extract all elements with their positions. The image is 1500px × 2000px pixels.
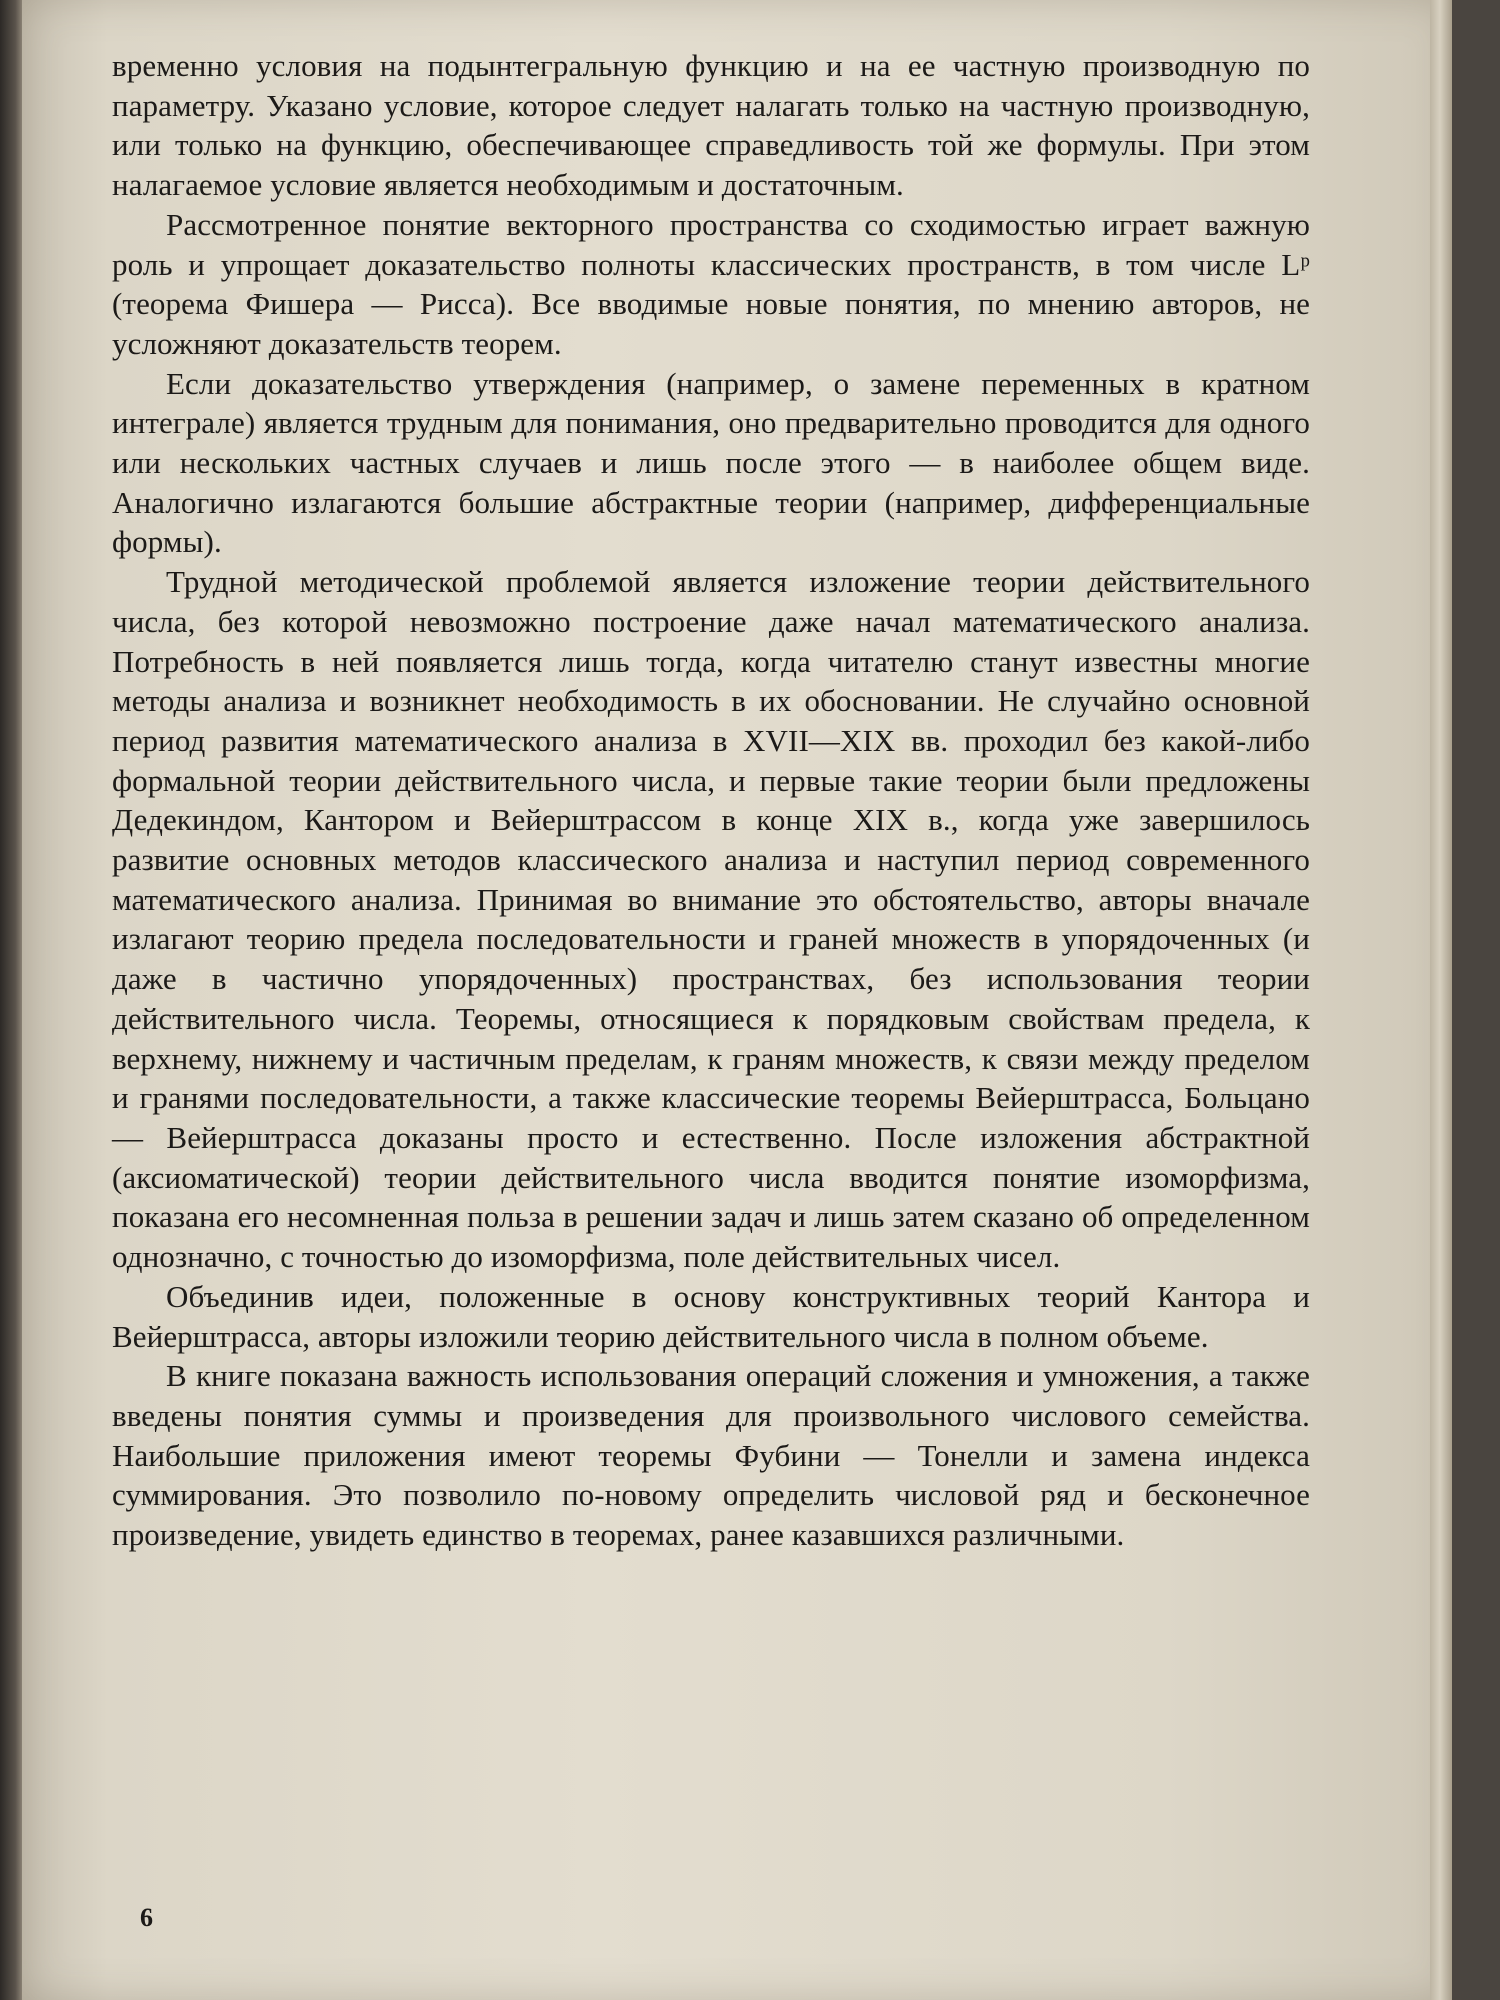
paragraph-3: Если доказательство утверждения (например, о замене переменных в кратном интеграле) является трудным для понимания, оно предварительно проводится для одного или нескольких частных случаев и лишь после этого — в наиболее общем виде. Аналогично излагаются большие абстрактные теории (например, дифференциальные формы). — [112, 365, 1310, 560]
page-edge — [1430, 0, 1452, 2000]
page-text — [112, 46, 1310, 1555]
paragraph-5: Объединив идеи, положенные в основу конструктивных теорий Кантора и Вейерштрасса, авторы изложили теорию действительного числа в полном объеме. — [112, 1278, 1310, 1354]
page-number: 6 — [140, 1903, 153, 1932]
paragraph-6: В книге показана важность использования операций сложения и умножения, а также введены понятия суммы и произведения для произвольного числового семейства. Наибольшие приложения имеют теоремы Фубини — Тонелли и замена индекса суммирования. Это позволило по-новому определить числовой ряд и бесконечное произведение, увидеть единство в теоремах, ранее казавшихся различными. — [112, 1358, 1310, 1553]
paragraph-1: временно условия на подынтегральную функцию и на ее частную производную по параметру. Указано условие, которое следует налагать только на частную производную, или только на функцию, обеспечивающее справедливость той же формулы. При этом налагаемое условие является необходимым и достаточным. — [112, 48, 1310, 203]
book-spine — [0, 0, 22, 2000]
paragraph-4: Трудной методической проблемой является изложение теории действительного числа, без которой невозможно построение даже начал математического анализа. Потребность в ней появляется лишь тогда, когда читателю станут известны многие методы анализа и возникнет необходимость в их обосновании. Не случайно основной период развития математического анализа в XVII—XIX вв. проходил без какой-либо формальной теории действительного числа, и первые такие теории были предложены Дедекиндом, Кантором и Вейерштрассом в конце XIX в., когда уже завершилось развитие основных методов классического анализа и наступил период современного математического анализа. Принимая во внимание это обстоятельство, авторы вначале излагают теорию предела последовательности и граней множеств в упорядоченных (и даже в частично упорядоченных) пространствах, без использования теории действительного числа. Теоремы, относящиеся к порядковым свойствам предела, к верхнему, нижнему и частичным пределам, к граням множеств, к связи между пределом и гранями последовательности, а также классические теоремы Вейерштрасса, Больцано — Вейерштрасса доказаны просто и естественно. После изложения абстрактной (аксиоматической) теории действительного числа вводится понятие изоморфизма, показана его несомненная польза в решении задач и лишь затем сказано об определенном однозначно, с точностью до изоморфизма, поле действительных чисел. — [112, 564, 1310, 1275]
paragraph-2: Рассмотренное понятие векторного пространства со сходимостью играет важную роль и упрощает доказательство полноты классических пространств, в том числе Lᵖ (теорема Фишера — Рисса). Все вводимые новые понятия, по мнению авторов, не усложняют доказательств теорем. — [112, 206, 1310, 361]
